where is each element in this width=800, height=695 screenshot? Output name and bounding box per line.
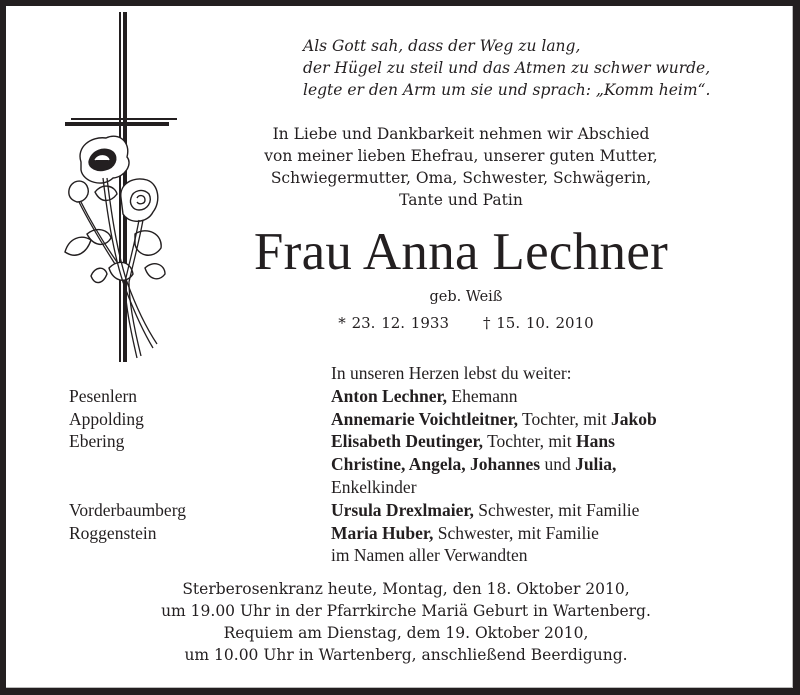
mourner-relation: Schwester, mit Familie (433, 522, 599, 543)
mourner-entry (331, 544, 769, 567)
mourner-place: Appolding (69, 408, 144, 429)
mourner-place: Pesenlern (69, 385, 138, 406)
mourner-name: Julia, (575, 454, 617, 475)
intro-line: Schwiegermutter, Oma, Schwester, Schwägerin, (270, 169, 652, 187)
death-date: † 15. 10. 2010 (483, 314, 594, 332)
maiden-name: geb. Weiß (429, 289, 503, 305)
mourner-name: Annemarie Voichtleitner, (331, 408, 518, 429)
mourner-entry (331, 385, 769, 408)
mourner-row (69, 544, 769, 567)
mourner-relation: Tochter, mit (517, 408, 611, 429)
obituary-notice (6, 6, 793, 688)
mourner-name: Maria Huber, (331, 522, 434, 543)
mourner-entry (331, 476, 769, 499)
mourner-name: Anton Lechner, (331, 385, 448, 406)
poem-line: legte er den Arm um sie und sprach: „Komm heim“. (303, 81, 711, 99)
mourners-heading: In unseren Herzen lebst du weiter: (331, 363, 572, 383)
mourners-list (69, 362, 769, 567)
mourner-row (69, 522, 769, 545)
mourner-entry (331, 408, 769, 431)
mourner-name: Ursula Drexlmaier, (331, 499, 474, 520)
mourner-entry (331, 430, 769, 453)
mourner-place (69, 544, 331, 567)
mourner-place: Vorderbaumberg (69, 499, 186, 520)
birth-date: * 23. 12. 1933 (338, 314, 449, 332)
mourner-row (69, 408, 769, 431)
mourner-name: Jakob (611, 408, 657, 429)
farewell-intro (206, 123, 716, 211)
mourner-relation: Tochter, mit (483, 431, 577, 452)
mourner-place (69, 476, 331, 499)
mourner-row (69, 430, 769, 453)
intro-line: Tante und Patin (399, 191, 523, 209)
mourner-row (69, 385, 769, 408)
intro-line: In Liebe und Dankbarkeit nehmen wir Abschied (272, 125, 650, 143)
mourner-relation: Enkelkinder (331, 476, 417, 497)
mourner-name: Christine, Angela, Johannes (331, 454, 541, 475)
service-details (106, 578, 706, 666)
deceased-name: Frau Anna Lechner (253, 223, 669, 281)
mourners-heading-row (69, 362, 769, 385)
service-line: Requiem am Dienstag, dem 19. Oktober 2010, (223, 624, 589, 642)
mourner-row (69, 476, 769, 499)
mourner-row (69, 499, 769, 522)
intro-line: von meiner lieben Ehefrau, unserer guten Mutter, (264, 147, 658, 165)
mourner-row (69, 453, 769, 476)
mourner-entry (331, 499, 769, 522)
mourner-entry (331, 522, 769, 545)
mourner-name: Elisabeth Deutinger, (331, 431, 484, 452)
mourner-name: Hans (576, 431, 615, 452)
service-line: Sterberosenkranz heute, Montag, den 18. Oktober 2010, (182, 580, 630, 598)
mourner-relation: und (540, 454, 576, 475)
mourner-place (69, 453, 331, 476)
poem-line: Als Gott sah, dass der Weg zu lang, (303, 37, 581, 55)
mourner-place: Roggenstein (69, 522, 157, 543)
mourner-relation: Schwester, mit Familie (473, 499, 640, 520)
mourner-entry (331, 453, 769, 476)
life-dates (206, 312, 726, 334)
cross-with-roses-icon (61, 12, 181, 372)
mourner-place: Ebering (69, 431, 125, 452)
service-line: um 10.00 Uhr in Wartenberg, anschließend Beerdigung. (184, 646, 628, 664)
memorial-poem (303, 35, 710, 101)
service-line: um 19.00 Uhr in der Pfarrkirche Mariä Geburt in Wartenberg. (161, 602, 651, 620)
poem-line: der Hügel zu steil und das Atmen zu schwer wurde, (303, 59, 711, 77)
mourner-relation: im Namen aller Verwandten (331, 545, 528, 566)
mourner-relation: Ehemann (447, 385, 518, 406)
